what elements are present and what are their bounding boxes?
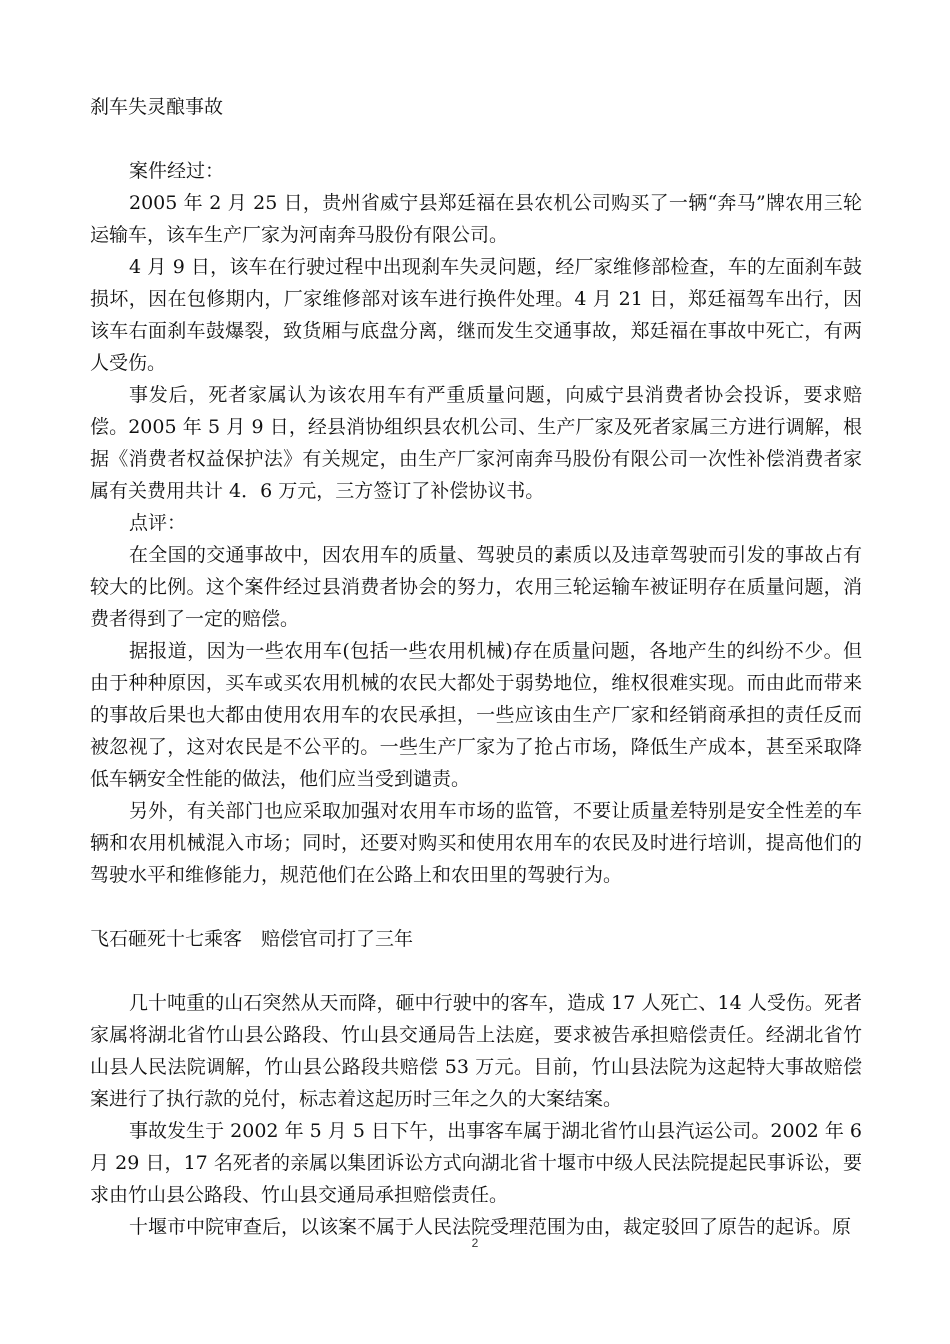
section2-title: 飞石砸死十七乘客 赔偿官司打了三年 [90, 928, 414, 950]
section1-paragraph-6: 另外，有关部门也应采取加强对农用车市场的监管，不要让质量差特别是安全性差的车辆和农用机械混入市场；同时，还要对购买和使用农用车的农民及时进行培训，提高他们的驾驶水平和维修能力，规范他们在公路上和农田里的驾驶行为。 [90, 800, 862, 886]
section1-paragraph-3: 事发后，死者家属认为该农用车有严重质量问题，向威宁县消费者协会投诉，要求赔偿。2005 年 5 月 9 日，经县消协组织县农机公司、生产厂家及死者家属三方进行调解，根据《消费者权益保护法》有关规定，由生产厂家河南奔马股份有限公司一次性补偿消费者家属有关费用共计 4．6 万元，三方签订了补偿协议书。 [90, 384, 862, 502]
comment-label: 点评： [129, 512, 187, 534]
case-process-label: 案件经过： [129, 160, 225, 182]
section1-title: 刹车失灵酿事故 [90, 96, 224, 118]
section1-paragraph-2: 4 月 9 日，该车在行驶过程中出现刹车失灵问题，经厂家维修部检查，车的左面刹车鼓损坏，因在包修期内，厂家维修部对该车进行换件处理。4 月 21 日，郑廷福驾车出行，因该车右面刹车鼓爆裂，致货厢与底盘分离，继而发生交通事故，郑廷福在事故中死亡，有两人受伤。 [90, 256, 862, 374]
section1-paragraph-1: 2005 年 2 月 25 日，贵州省威宁县郑廷福在县农机公司购买了一辆“奔马”牌农用三轮运输车，该车生产厂家为河南奔马股份有限公司。 [90, 192, 862, 246]
page-number: 2 [471, 1236, 479, 1250]
section2-paragraph-3: 十堰市中院审查后，以该案不属于人民法院受理范围为由，裁定驳回了原告的起诉。原 [129, 1216, 852, 1238]
section2-paragraph-2: 事故发生于 2002 年 5 月 5 日下午，出事客车属于湖北省竹山县汽运公司。2002 年 6 月 29 日，17 名死者的亲属以集团诉讼方式向湖北省十堰市中级人民法院提起民事诉讼，要求由竹山县公路段、竹山县交通局承担赔偿责任。 [90, 1120, 862, 1206]
section2-paragraph-1: 几十吨重的山石突然从天而降，砸中行驶中的客车，造成 17 人死亡、14 人受伤。死者家属将湖北省竹山县公路段、竹山县交通局告上法庭，要求被告承担赔偿责任。经湖北省竹山县人民法院调解，竹山县公路段共赔偿 53 万元。目前，竹山县法院为这起特大事故赔偿案进行了执行款的兑付，标志着这起历时三年之久的大案结案。 [90, 992, 862, 1110]
section1-paragraph-4: 在全国的交通事故中，因农用车的质量、驾驶员的素质以及违章驾驶而引发的事故占有较大的比例。这个案件经过县消费者协会的努力，农用三轮运输车被证明存在质量问题，消费者得到了一定的赔偿。 [90, 544, 862, 630]
section1-paragraph-5: 据报道，因为一些农用车(包括一些农用机械)存在质量问题，各地产生的纠纷不少。但由于种种原因，买车或买农用机械的农民大都处于弱势地位，维权很难实现。而由此而带来的事故后果也大都由使用农用车的农民承担，一些应该由生产厂家和经销商承担的责任反而被忽视了，这对农民是不公平的。一些生产厂家为了抢占市场，降低生产成本，甚至采取降低车辆安全性能的做法，他们应当受到谴责。 [90, 640, 862, 790]
